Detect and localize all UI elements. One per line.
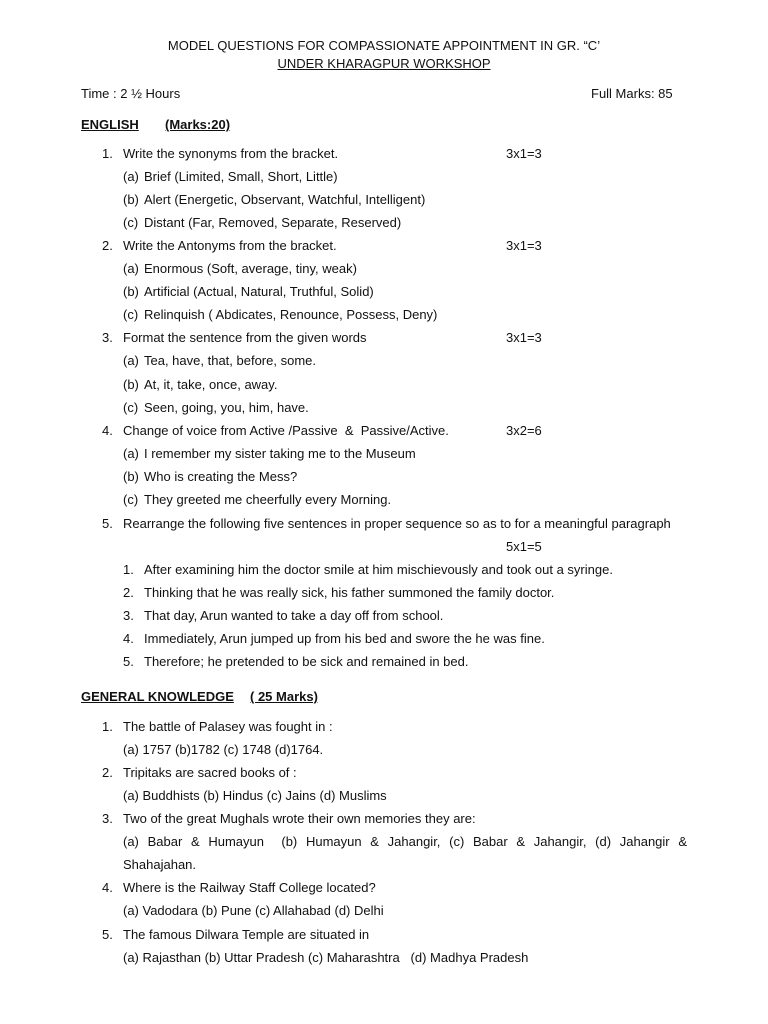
question-number: 3. <box>102 330 113 345</box>
option-text: Seen, going, you, him, have. <box>144 400 309 415</box>
option-text: Brief (Limited, Small, Short, Little) <box>144 169 338 184</box>
english-marks: (Marks:20) <box>165 117 231 132</box>
option-label: (c) <box>123 400 139 415</box>
option-label: (b) <box>123 284 139 299</box>
question-text: The battle of Palasey was fought in : <box>123 719 333 734</box>
question-marks: 3x1=3 <box>506 146 542 161</box>
option-text: Distant (Far, Removed, Separate, Reserved) <box>144 215 402 230</box>
question-number: 2. <box>102 238 113 253</box>
answer-options: (a) Buddhists (b) Hindus (c) Jains (d) Muslims <box>123 788 387 803</box>
option-label: (a) <box>123 446 139 461</box>
option-label: (a) <box>123 353 139 368</box>
sequence-sentence: Immediately, Arun jumped up from his bed and swore the he was fine. <box>144 631 545 646</box>
option-label: (c) <box>123 215 139 230</box>
question-text: Write the Antonyms from the bracket. <box>123 238 337 253</box>
question-number: 5. <box>102 927 113 942</box>
option-text: Who is creating the Mess? <box>144 469 298 484</box>
option-label: (b) <box>123 192 139 207</box>
option-label: (b) <box>123 377 139 392</box>
option-text: I remember my sister taking me to the Museum <box>144 446 416 461</box>
english-heading: ENGLISH <box>81 117 139 132</box>
question-text: The famous Dilwara Temple are situated in <box>123 927 370 942</box>
question-number: 4. <box>102 423 113 438</box>
sequence-sentence: That day, Arun wanted to take a day off from school. <box>144 608 444 623</box>
question-number: 1. <box>102 146 113 161</box>
sequence-sentence: Thinking that he was really sick, his father summoned the family doctor. <box>144 585 555 600</box>
sequence-number: 5. <box>123 654 134 669</box>
question-text: Change of voice from Active /Passive & Passive/Active. <box>123 423 449 438</box>
page-subtitle <box>0 56 768 72</box>
question-marks: 3x1=3 <box>506 330 542 345</box>
question-number: 2. <box>102 765 113 780</box>
gk-heading: GENERAL KNOWLEDGE <box>81 689 234 704</box>
sequence-number: 3. <box>123 608 134 623</box>
question-text: Rearrange the following five sentences in proper sequence so as to for a meaningful paragraph <box>123 516 671 531</box>
option-label: (a) <box>123 261 139 276</box>
answer-options: (a) Babar & Humayun (b) Humayun & Jahangir, (c) Babar & Jahangir, (d) Jahangir & <box>123 834 687 849</box>
question-number: 1. <box>102 719 113 734</box>
sequence-number: 4. <box>123 631 134 646</box>
question-marks: 3x1=3 <box>506 238 542 253</box>
answer-options: (a) Rajasthan (b) Uttar Pradesh (c) Maharashtra (d) Madhya Pradesh <box>123 950 529 965</box>
option-text: Alert (Energetic, Observant, Watchful, Intelligent) <box>144 192 426 207</box>
answer-options-continued: Shahajahan. <box>123 857 197 872</box>
question-number: 4. <box>102 880 113 895</box>
question-text: Where is the Railway Staff College located? <box>123 880 376 895</box>
option-text: Artificial (Actual, Natural, Truthful, Solid) <box>144 284 374 299</box>
question-marks: 3x2=6 <box>506 423 542 438</box>
option-label: (c) <box>123 307 139 322</box>
subtitle-text: UNDER KHARAGPUR WORKSHOP <box>277 56 491 71</box>
question-text: Write the synonyms from the bracket. <box>123 146 339 161</box>
option-text: They greeted me cheerfully every Morning. <box>144 492 392 507</box>
question-marks: 5x1=5 <box>506 539 542 554</box>
sequence-number: 2. <box>123 585 134 600</box>
answer-options: (a) Vadodara (b) Pune (c) Allahabad (d) Delhi <box>123 903 384 918</box>
question-number: 3. <box>102 811 113 826</box>
page-title: MODEL QUESTIONS FOR COMPASSIONATE APPOINTMENT IN GR. “C’ <box>167 38 601 53</box>
option-text: Enormous (Soft, average, tiny, weak) <box>144 261 357 276</box>
gk-marks: ( 25 Marks) <box>250 689 318 704</box>
question-text: Two of the great Mughals wrote their own memories they are: <box>123 811 476 826</box>
sequence-sentence: Therefore; he pretended to be sick and remained in bed. <box>144 654 469 669</box>
answer-options: (a) 1757 (b)1782 (c) 1748 (d)1764. <box>123 742 324 757</box>
question-text: Tripitaks are sacred books of : <box>123 765 297 780</box>
question-number: 5. <box>102 516 113 531</box>
option-label: (c) <box>123 492 139 507</box>
full-marks: Full Marks: 85 <box>591 86 673 101</box>
option-label: (b) <box>123 469 139 484</box>
sequence-number: 1. <box>123 562 134 577</box>
option-text: At, it, take, once, away. <box>144 377 278 392</box>
sequence-sentence: After examining him the doctor smile at him mischievously and took out a syringe. <box>144 562 613 577</box>
time-allowed: Time : 2 ½ Hours <box>81 86 181 101</box>
question-text: Format the sentence from the given words <box>123 330 367 345</box>
option-text: Tea, have, that, before, some. <box>144 353 316 368</box>
option-text: Relinquish ( Abdicates, Renounce, Possess, Deny) <box>144 307 438 322</box>
option-label: (a) <box>123 169 139 184</box>
